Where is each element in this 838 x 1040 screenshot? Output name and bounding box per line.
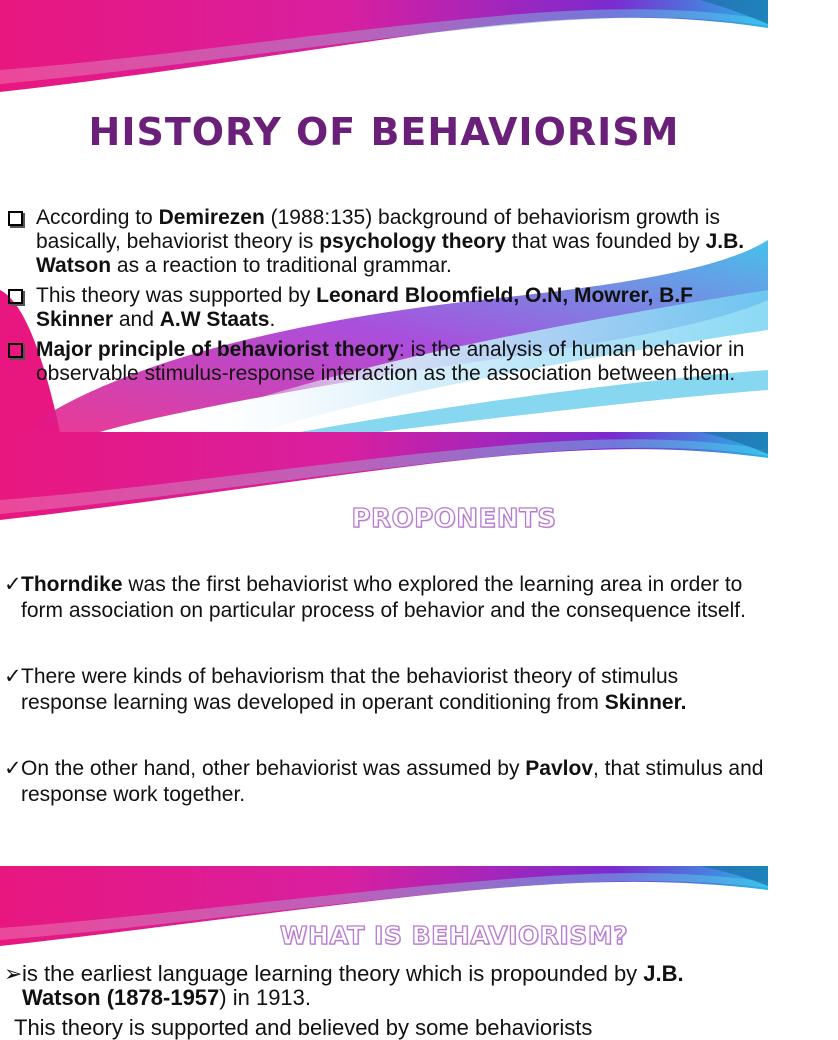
list-item: This theory was supported by Leonard Bloomfield, O.N, Mowrer, B.F Skinner and A.W Staats.	[0, 284, 768, 332]
checkmark-bullet-icon: ✓	[4, 665, 22, 688]
slide-history	[0, 0, 768, 432]
slide-title: HISTORY OF BEHAVIORISM	[88, 110, 680, 154]
list-item: ✓ There were kinds of behaviorism that the behaviorist theory of stimulus response learning was developed in operant conditioning from Skinner.	[4, 665, 687, 714]
history-bullet-list	[0, 206, 768, 392]
checkmark-bullet-icon: ✓	[4, 757, 22, 780]
slide-what-is-behaviorism	[0, 866, 768, 1040]
list-item: ✓ On the other hand, other behaviorist was assumed by Pavlov, that stimulus and response work together.	[4, 757, 764, 806]
slide-title: WHAT IS BEHAVIORISM?	[279, 921, 629, 950]
list-item: Major principle of behaviorist theory: is the analysis of human behavior in observable stimulus-response interaction as the association between them.	[0, 338, 768, 386]
checkbox-bullet-icon	[8, 343, 23, 358]
definition-bullet-list	[0, 962, 768, 1040]
list-item: According to Demirezen (1988:135) background of behaviorism growth is basically, behaviorist theory is psychology theory that was founded by J.B. Watson as a reaction to traditional grammar.	[0, 206, 768, 278]
list-item: ➢ is the earliest language learning theory which is propounded by J.B. Watson (1878-1957) in 1913.	[4, 961, 684, 1010]
slide-proponents	[0, 432, 768, 866]
checkmark-bullet-icon: ✓	[4, 573, 22, 596]
arrow-bullet-icon: ➢	[4, 961, 23, 986]
list-item: This theory is supported and believed by some behaviorists	[14, 1015, 593, 1040]
checkbox-bullet-icon	[8, 211, 23, 226]
proponents-bullet-list	[0, 572, 768, 848]
slide-title: PROPONENTS	[351, 504, 557, 534]
checkbox-bullet-icon	[8, 289, 23, 304]
list-item: ✓ Thorndike was the first behaviorist who explored the learning area in order to form association on particular process of behavior and the consequence itself.	[4, 573, 746, 622]
